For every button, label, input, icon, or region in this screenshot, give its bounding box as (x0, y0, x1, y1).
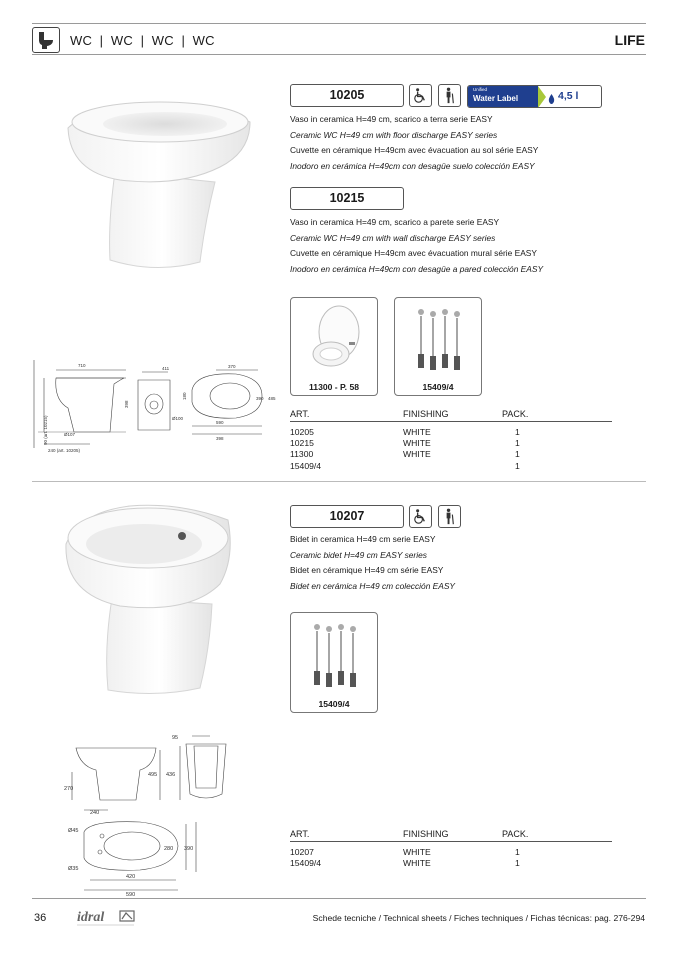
footer-rule (32, 898, 646, 899)
dim-100: Ø100 (172, 416, 184, 421)
water-label-badge (467, 85, 602, 108)
dim-240: 240 (art. 10205) (48, 448, 81, 453)
fixing-screws-icon (415, 306, 465, 374)
accessory-label: 15409/4 (318, 699, 350, 709)
article-table-2 (290, 829, 612, 869)
dim-436: 436 (166, 772, 176, 778)
accessory-screws-card (290, 612, 378, 713)
dim-411: 411 (162, 366, 170, 371)
dim-590: 590 (216, 420, 224, 425)
water-drop-icon (548, 91, 555, 101)
table-rule (290, 841, 612, 842)
dim-495: 495 (148, 772, 158, 778)
dim-180: 180 (182, 392, 187, 400)
wc-technical-drawing (30, 356, 280, 462)
elderly-person-icon (438, 84, 461, 107)
brand-text: idral (77, 910, 105, 925)
dim-390: 390 (256, 396, 264, 401)
pack-cell: 1 (515, 460, 520, 471)
art-cell: 15409/4 (290, 460, 322, 471)
bidet-technical-drawing (60, 732, 260, 898)
wheelchair-icon (409, 505, 432, 528)
art-cell: 10205 (290, 427, 314, 437)
header-title: WC | WC | WC | WC (70, 33, 215, 48)
header-bottom-rule (32, 54, 646, 55)
col-pack: PACK. (502, 829, 529, 839)
idral-logo (76, 908, 142, 928)
technical-sheets-reference: Schede tecniche / Technical sheets / Fiches techniques / Fichas técnicas: pag. 276-294 (312, 913, 645, 923)
dim-710: 710 (78, 363, 86, 368)
water-label-arrow (538, 86, 546, 108)
art-cell: 10215 (290, 438, 314, 449)
accessory-label: 11300 - P. 58 (308, 382, 360, 392)
description-10215 (290, 215, 543, 277)
fixing-screws-icon (311, 621, 361, 691)
pack-cell: 1 (515, 449, 520, 460)
finishing-cell: WHITE (403, 847, 431, 857)
col-pack: PACK. (502, 409, 529, 419)
water-label-volume: 4,5 l (558, 90, 579, 102)
desc-fr: Bidet en céramique H=49 cm série EASY (290, 565, 444, 576)
desc-en: Ceramic WC H=49 cm with floor discharge EASY series (290, 129, 498, 140)
art-cell: 11300 (290, 449, 314, 460)
pack-cell: 1 (515, 438, 520, 449)
dim-90: 90 (art. 10215) (43, 415, 48, 445)
wheelchair-icon (409, 84, 432, 107)
dim-107: Ø107 (64, 432, 76, 437)
water-label-text: Water Label (473, 94, 519, 103)
accessory-screws-card (394, 297, 482, 396)
finishing-cell: WHITE (403, 858, 431, 869)
col-art: ART. (290, 409, 310, 419)
finishing-cell: WHITE (403, 427, 431, 437)
article-table-1 (290, 409, 612, 473)
product-code-10215: 10215 (290, 187, 404, 210)
elderly-person-icon (438, 505, 461, 528)
pack-cell: 1 (515, 427, 520, 437)
dim-95: 95 (172, 735, 179, 741)
bidet-photo (60, 498, 240, 698)
description-10205 (290, 112, 538, 174)
toilet-icon (32, 27, 60, 53)
water-label-small: Unified (473, 87, 488, 92)
table-rule (290, 421, 612, 422)
dim-35: Ø35 (68, 866, 79, 872)
dim-390: 390 (184, 846, 194, 852)
wc-photo (60, 92, 260, 274)
desc-it: Vaso in ceramica H=49 cm, scarico a terra serie EASY (290, 114, 493, 124)
water-label-box (468, 86, 538, 107)
dim-590: 590 (126, 892, 136, 898)
col-finishing: FINISHING (403, 409, 449, 419)
product-code-10207: 10207 (290, 505, 404, 528)
description-10207 (290, 532, 455, 594)
art-cell: 15409/4 (290, 858, 322, 869)
dim-420: 420 (126, 874, 136, 880)
col-finishing: FINISHING (403, 829, 449, 839)
dim-240: 240 (90, 810, 100, 816)
header-top-rule (32, 23, 646, 24)
toilet-seat-icon (309, 304, 361, 374)
dim-398: 398 (124, 400, 129, 408)
desc-it: Bidet in ceramica H=49 cm serie EASY (290, 534, 436, 544)
page-number: 36 (34, 912, 47, 924)
desc-en: Ceramic WC H=49 cm with wall discharge EASY series (290, 232, 496, 243)
accessory-seat-card (290, 297, 378, 396)
col-art: ART. (290, 829, 310, 839)
dim-45: Ø45 (68, 828, 79, 834)
dim-370: 370 (228, 364, 236, 369)
desc-en: Ceramic bidet H=49 cm EASY series (290, 549, 427, 560)
desc-it: Vaso in ceramica H=49 cm, scarico a parete serie EASY (290, 217, 500, 227)
dim-270: 270 (64, 786, 74, 792)
desc-es: Inodoro en cerámica H=49cm con desagüe suelo colección EASY (290, 160, 535, 171)
product-code-10205: 10205 (290, 84, 404, 107)
desc-es: Inodoro en cerámica H=49cm con desagüe a pared colección EASY (290, 263, 544, 274)
finishing-cell: WHITE (403, 438, 431, 449)
pack-cell: 1 (515, 858, 520, 869)
art-cell: 10207 (290, 847, 314, 857)
dim-485: 485 (268, 396, 276, 401)
finishing-cell: WHITE (403, 449, 431, 460)
section-divider (32, 481, 646, 482)
dim-398b: 398 (216, 436, 224, 441)
accessory-label: 15409/4 (422, 382, 454, 392)
desc-fr: Cuvette en céramique H=49cm avec évacuation au sol série EASY (290, 145, 539, 156)
section-title: LIFE (614, 32, 645, 48)
dim-280: 280 (164, 846, 174, 852)
desc-fr: Cuvette en céramique H=49cm avec évacuation mural série EASY (290, 248, 537, 259)
desc-es: Bidet en cerámica H=49 cm colección EASY (290, 580, 456, 591)
pack-cell: 1 (515, 847, 520, 857)
